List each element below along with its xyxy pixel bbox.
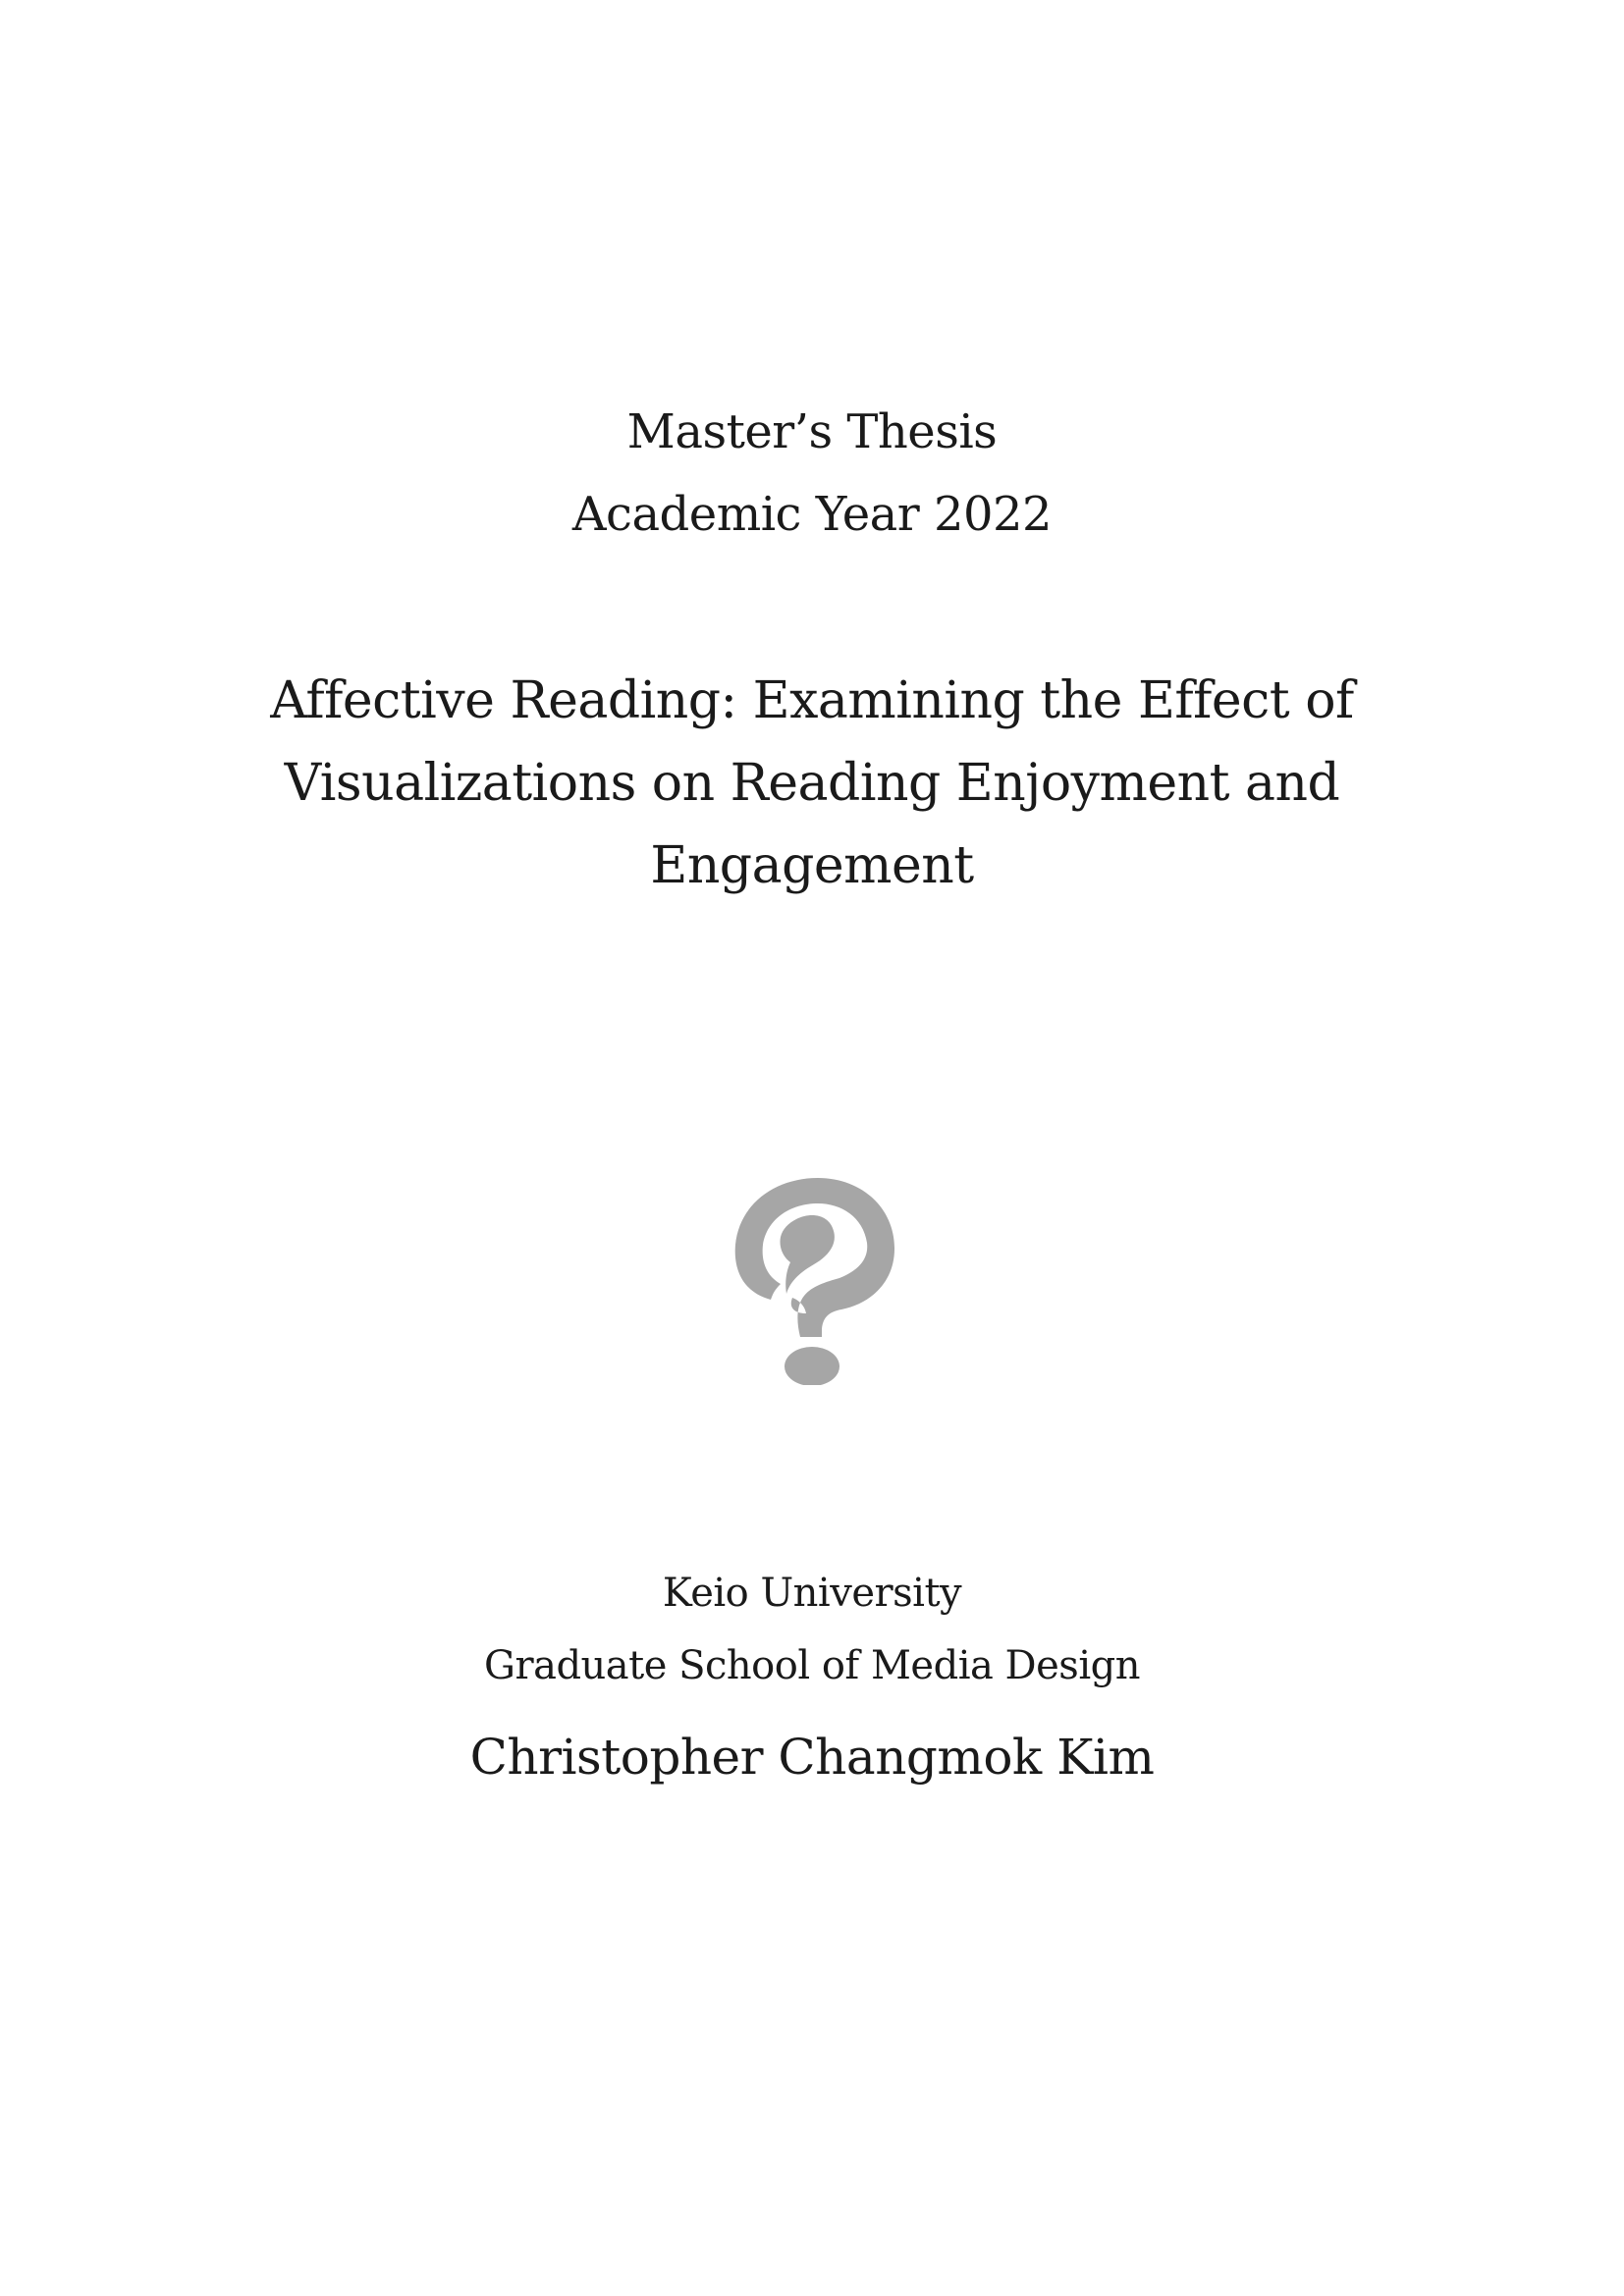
affiliation: [0, 1557, 1624, 1702]
school-name: Graduate School of Media Design: [484, 1643, 1140, 1688]
author-name: Christopher Changmok Kim: [469, 1729, 1155, 1786]
thesis-header: [0, 391, 1624, 556]
thesis-type: Master’s Thesis: [626, 404, 998, 459]
author: [0, 1716, 1624, 1798]
thesis-title-line-1: Affective Reading: Examining the Effect of: [270, 671, 1354, 730]
thesis-title-line-2: Visualizations on Reading Enjoyment and: [284, 754, 1340, 813]
university-name: Keio University: [662, 1571, 962, 1616]
thesis-title: [0, 660, 1624, 907]
keio-pen-logo-icon: [731, 1174, 898, 1385]
academic-year: Academic Year 2022: [571, 487, 1053, 542]
thesis-title-line-3: Engagement: [650, 836, 974, 895]
